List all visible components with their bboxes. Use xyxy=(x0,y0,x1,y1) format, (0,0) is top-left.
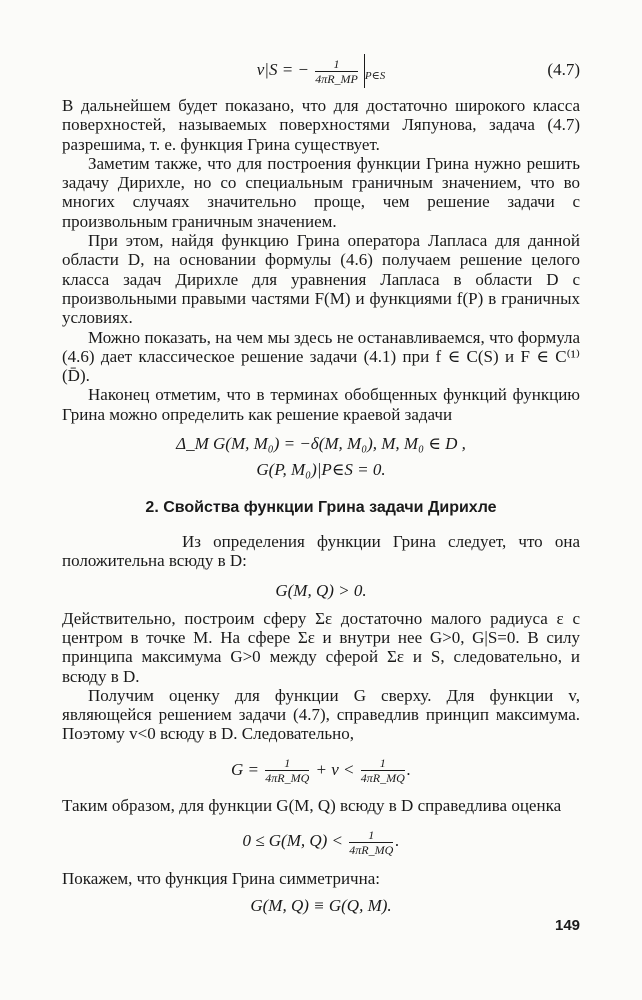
evaluation-condition: P∈S xyxy=(364,70,386,82)
paragraph-upper-estimate: Получим оценку для функции G сверху. Для функции v, являющейся решением задачи (4.7), справедлив принцип максимума. Поэтому v<0 всюду в D. Следовательно, xyxy=(62,685,580,744)
equation-period: . xyxy=(395,831,400,851)
equation-middle: + v < xyxy=(315,759,355,779)
equation-positivity: G(M, Q) > 0. xyxy=(275,580,367,600)
equation-dirichlet-line2: G(P, M₀)|P∈S = 0. xyxy=(256,460,386,480)
fraction-denominator: 4πR_MQ xyxy=(360,771,405,786)
equation-bound xyxy=(62,823,580,859)
equation-lhs: 0 ≤ G(M, Q) < xyxy=(242,831,344,851)
paragraph-lyapunov: В дальнейшем будет показано, что для достаточно широкого класса поверхностей, называемых поверхностями Ляпунова, задача (4.7) разрешима, т. е. функция Грина существует. xyxy=(62,96,580,154)
paragraph-generalized: Наконец отметим, что в терминах обобщенных функций функцию Грина можно определить как решение краевой задачи xyxy=(62,385,580,424)
paragraph-bound: Таким образом, для функции G(M, Q) всюду в D справедлива оценка xyxy=(62,795,562,815)
equation-symmetry: G(M, Q) ≡ G(Q, M). xyxy=(250,896,392,916)
fraction-numerator: 1 xyxy=(361,756,405,771)
paragraph-dirichlet-special: Заметим также, что для построения функции Грина нужно решить задачу Дирихле, но со специальным граничным значением, что во многих случаях значительно проще, чем решение задачи с произвольным граничным значением. xyxy=(62,153,580,231)
fraction-numerator: 1 xyxy=(349,828,393,843)
equation-upper-estimate xyxy=(62,752,580,788)
paragraph-symmetry: Покажем, что функция Грина симметрична: xyxy=(62,869,380,889)
equation-4-7 xyxy=(62,50,580,90)
equation-fraction xyxy=(265,756,309,785)
equation-lhs: v|S = − xyxy=(256,60,309,79)
page-body xyxy=(62,50,580,916)
equation-number: (4.7) xyxy=(547,60,580,79)
fraction-numerator: 1 xyxy=(315,57,358,72)
equation-fraction xyxy=(361,756,405,785)
equation-fraction xyxy=(315,57,358,86)
equation-period: . xyxy=(406,759,412,779)
section-heading: 2. Свойства функции Грина задачи Дирихле xyxy=(145,499,497,517)
fraction-denominator: 4πR_MP xyxy=(315,71,358,86)
fraction-numerator: 1 xyxy=(265,756,309,771)
paragraph-laplace-class: При этом, найдя функцию Грина оператора Лапласа для данной области D, на основании формулы (4.6) получаем решение целого класса задач Дирихле для уравнения Лапласа в области D с произвольными правыми частями F(M) и функциями f(P) в граничных условиях. xyxy=(62,231,580,328)
paragraph-sphere: Действительно, построим сферу Σε достаточно малого радиуса ε с центром в точке M. На сфере Σε и внутри нее G>0, G|S=0. В силу принципа максимума G>0 между сферой Σε и S, следовательно, и всюду в D. xyxy=(62,608,580,686)
equation-lhs: G = xyxy=(230,759,259,779)
equation-dirichlet-line1: Δ_M G(M, M₀) = −δ(M, M₀), M, M₀ ∈ D , xyxy=(176,434,466,454)
equation-fraction xyxy=(349,828,393,857)
paragraph-positivity: Из определения функции Грина следует, что она положительна всюду в D: xyxy=(62,532,580,571)
fraction-denominator: 4πR_MQ xyxy=(265,771,310,786)
page-number: 149 xyxy=(555,917,581,934)
fraction-denominator: 4πR_MQ xyxy=(349,842,394,857)
paragraph-classical-solution: Можно показать, на чем мы здесь не останавливаемся, что формула (4.6) дает классическое решение задачи (4.1) при f ∈ C(S) и F ∈ C⁽¹⁾(D̄). xyxy=(62,327,580,386)
